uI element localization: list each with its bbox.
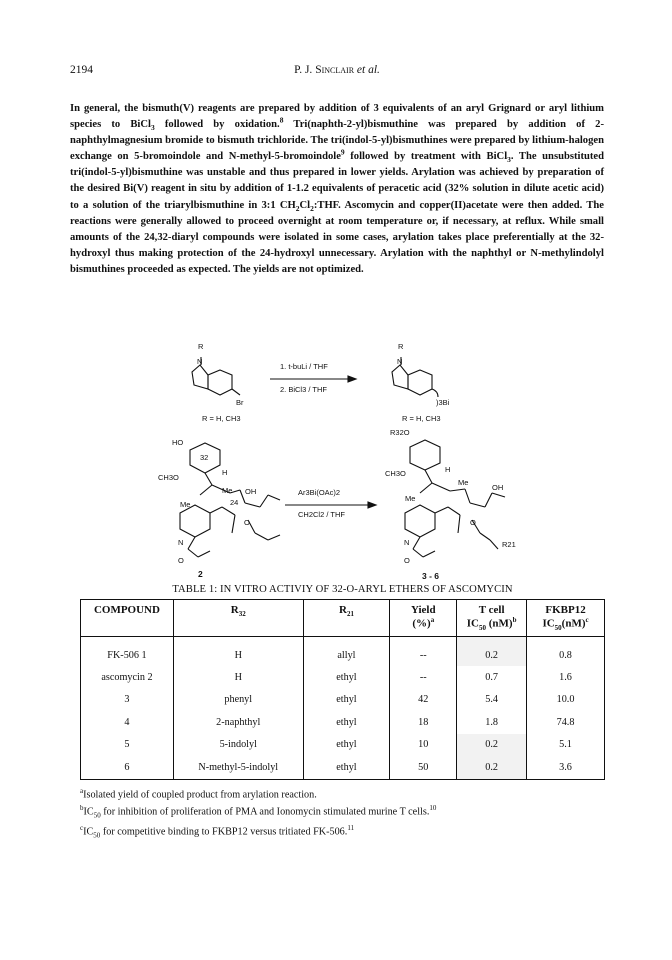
footnote-text: IC [83,806,94,818]
label-h: H [222,468,228,477]
cell-fkbp12: 1.6 [527,666,605,689]
subscript: 2 [295,203,300,213]
subscript: 50 [479,623,486,632]
running-head-surname: Sinclair [315,64,355,76]
label-32: 32 [200,453,209,462]
running-head-etal: et al. [354,64,380,76]
cell-r32: 2-naphthyl [173,711,303,734]
paragraph-text: :THF. Ascomycin and copper(II)acetate were then added. The reactions were generally allowed to proceed overnight at room temperature or, if necessary, at reflux. While small amounts of the 24,32-diaryl compounds were isolated in some cases, arylation takes place preferentially at the 32-hydroxyl thus making protection of the 24-hydroxyl unnecessary. Arylation with the naphthyl or N-methylindolyl bismuthines proceeded as expected. The yields are not optimized. [70,199,604,275]
footnote-b [80,802,436,822]
cell-r32: H [173,637,303,667]
reagent-2: 2. BiCl3 / THF [280,385,327,394]
cell-fkbp12: 5.1 [527,734,605,757]
table-row [81,734,605,757]
reference-mark: 11 [347,824,355,832]
subscript: 3 [150,123,155,133]
table-row [81,689,605,712]
superscript: c [585,616,589,624]
cell-compound: ascomycin 2 [81,666,174,689]
cell-r21: allyl [303,637,390,667]
cell-compound: FK-506 1 [81,637,174,667]
label-me: Me [458,478,469,487]
activity-table [80,599,605,780]
cell-tcell: 5.4 [457,689,527,712]
header-r21 [303,600,390,637]
cell-r32: H [173,666,303,689]
label-ch3o: CH3O [158,473,179,482]
table-header-row [81,600,605,637]
cell-yield: 42 [390,689,457,712]
cell-fkbp12: 0.8 [527,637,605,667]
subscript: 50 [93,831,101,840]
label-o: O [244,518,250,527]
cell-r21: ethyl [303,666,390,689]
subscript: 50 [554,623,562,632]
paragraph-text: In general, the bismuth(V) reagents are prepared by addition of 3 equivalents of an aryl Grignard or aryl lithium species to BiCl [70,103,604,131]
cell-compound: 6 [81,756,174,779]
footnote-text: for competitive binding to FKBP12 versus tritiated FK-506. [100,826,348,838]
label-ch3o: CH3O [385,469,406,478]
cell-tcell: 0.2 [457,637,527,667]
cell-r21: ethyl [303,734,390,757]
page-number: 2194 [70,64,93,76]
label-br: Br [236,398,244,407]
header-yield [390,600,457,637]
indole-pyrrole-ring [392,365,408,389]
cell-tcell: 1.8 [457,711,527,734]
body-paragraph [70,101,604,278]
indole-benzene-ring [208,370,232,395]
running-head-author: P. J. [294,64,316,76]
subscript: 21 [346,610,354,619]
footnote-text: IC [83,826,94,838]
header-text: T cell [478,604,505,616]
scheme-drawing [120,335,560,585]
footnote-text: for inhibition of proliferation of PMA and Ionomycin stimulated murine T cells. [100,806,430,818]
running-head [70,64,604,76]
cell-compound: 3 [81,689,174,712]
label-h: H [445,465,451,474]
footnote-mark: b [80,803,84,812]
label-oh: OH [492,483,504,492]
piperidine-ring-left [180,505,210,537]
cell-r32: N-methyl-5-indolyl [173,756,303,779]
cell-yield: 18 [390,711,457,734]
label-me: Me [405,494,416,503]
label-n: N [178,538,184,547]
cell-compound: 4 [81,711,174,734]
cell-tcell: 0.2 [457,756,527,779]
header-r32 [173,600,303,637]
paragraph-text: followed by oxidation. [154,119,280,131]
label-oh: OH [245,487,257,496]
indole-benzene-ring [408,370,432,395]
superscript: b [512,616,517,624]
cell-compound: 5 [81,734,174,757]
header-compound: COMPOUND [81,600,174,637]
cell-r32: phenyl [173,689,303,712]
cell-fkbp12: 10.0 [527,689,605,712]
label-me: Me [222,486,233,495]
label-r: R [198,342,204,351]
subscript: 2 [310,203,314,213]
cell-r32: 5-indolyl [173,734,303,757]
cell-r21: ethyl [303,711,390,734]
label-r: R [398,342,404,351]
header-text: R [230,604,239,616]
header-text: R [338,604,347,616]
cell-tcell: 0.2 [457,734,527,757]
piperidine-ring-right [405,505,435,537]
footnote-text: Isolated yield of coupled product from arylation reaction. [83,789,317,801]
header-text: IC [542,617,555,630]
header-tcell [457,600,527,637]
table-row [81,666,605,689]
header-text: IC [466,617,479,630]
label-o: O [470,518,476,527]
label-r21: R21 [502,540,516,549]
footnote-mark: a [80,787,84,795]
cell-yield: 50 [390,756,457,779]
footnote-mark: c [80,824,84,832]
footnote-a [80,785,436,802]
r-definition-right: R = H, CH3 [402,414,441,423]
label-me: Me [180,500,191,509]
label-o: O [178,556,184,565]
table-row [81,637,605,667]
paragraph-text: followed by treatment with BiCl [344,151,508,163]
paragraph-text: . The unsubstituted tri(indol-5-yl)bismuthine was unstable and thus prepared in lower yields. Arylation was achieved by preparation of the desired Bi(V) reagent in situ by addition of 1-1.2 equivalents of peracetic acid (32% solution in dilute acetic acid) to a solution of the triarylbismuthine in 3:1 CH [70,151,604,211]
label-ho: HO [172,438,184,447]
label-r32o: R32O [390,428,410,437]
paragraph-text: Cl [299,199,311,211]
compound-number-2: 2 [198,569,203,579]
superscript: a [430,616,435,624]
table-row [81,711,605,734]
header-text: (%) [412,617,431,630]
subscript: 3 [507,155,511,165]
header-text: FKBP12 [545,604,586,616]
cyclohexyl-ring-right [410,440,440,470]
cell-fkbp12: 3.6 [527,756,605,779]
header-text: (nM) [486,617,513,630]
header-text: Yield [410,604,436,616]
compound-number-3-6: 3 - 6 [422,571,440,581]
table-footnotes [80,785,436,842]
label-n: N [397,357,403,366]
table-title: TABLE 1: IN VITRO ACTIVIY OF 32-O-ARYL ETHERS OF ASCOMYCIN [172,584,513,595]
header-text: (nM) [561,617,586,630]
reference-mark: 10 [429,803,437,812]
cell-r21: ethyl [303,689,390,712]
paragraph-text: Tri(naphth-2-yl)bismuthine was prepared by addition of 2-naphthylmagnesium bromide to bismuth trichloride. The tri(indol-5-yl)bismuthines were prepared by lithium-halogen exchange on 5-bromoindole and N-methyl-5-bromoindole [70,119,604,163]
subscript: 50 [93,811,101,820]
label-3bi: )3Bi [436,398,450,407]
label-n: N [197,357,203,366]
label-24: 24 [230,498,239,507]
header-fkbp12 [527,600,605,637]
table-row [81,756,605,779]
reference-mark: 9 [340,147,345,157]
r-definition-left: R = H, CH3 [202,414,241,423]
subscript: 32 [238,610,246,619]
page-header [70,64,604,84]
reagent-4: CH2Cl2 / THF [298,510,345,519]
cell-tcell: 0.7 [457,666,527,689]
reaction-scheme [120,335,560,585]
cell-r21: ethyl [303,756,390,779]
reagent-1: 1. t-buLi / THF [280,362,328,371]
cell-yield: -- [390,666,457,689]
indole-pyrrole-ring [192,365,208,389]
label-n: N [404,538,410,547]
reagent-3: Ar3Bi(OAc)2 [298,488,341,497]
cell-fkbp12: 74.8 [527,711,605,734]
footnote-c [80,822,436,842]
reference-mark: 8 [279,115,284,125]
cell-yield: 10 [390,734,457,757]
cell-yield: -- [390,637,457,667]
label-o: O [404,556,410,565]
